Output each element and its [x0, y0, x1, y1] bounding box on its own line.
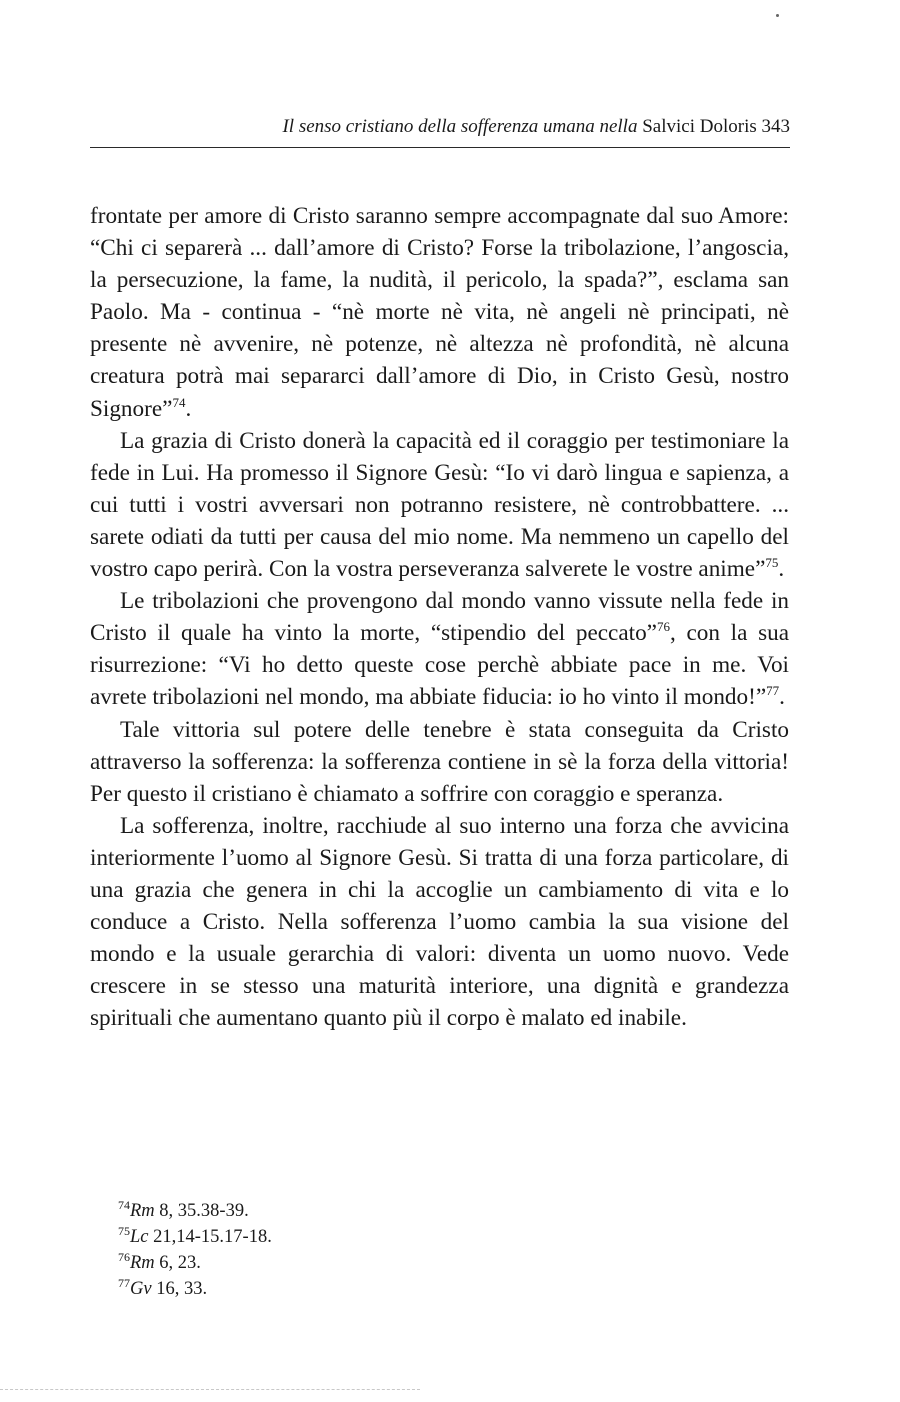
footnote-book: Lc	[130, 1227, 149, 1247]
page-number: 343	[761, 116, 790, 137]
footnote	[118, 1250, 718, 1276]
footnote-ref: 75	[765, 555, 779, 571]
footnote-reference: 8, 35.38-39.	[159, 1201, 249, 1221]
footnote-number: 76	[118, 1250, 130, 1264]
footnote	[118, 1224, 718, 1250]
bottom-scan-edge	[0, 1389, 420, 1390]
footnote-ref: 77	[766, 683, 780, 699]
paragraph	[90, 585, 789, 713]
paragraph	[90, 714, 789, 810]
paragraph-text: , con la sua risurrezione: “Vi ho detto queste cose perchè abbiate pace in me. Voi avrete tribolazioni nel mondo, ma abbiate fiducia: io ho vinto il mondo!”	[90, 620, 790, 711]
paragraph	[90, 200, 789, 425]
footnote-ref: 76	[656, 619, 670, 635]
header-rule	[90, 147, 790, 148]
footnote	[118, 1276, 718, 1302]
body-text	[90, 200, 789, 1034]
paragraph-text: .	[779, 684, 785, 711]
paragraph-text: frontate per amore di Cristo saranno sempre accompagnate dal suo Amore: “Chi ci separerà ... dall’amore di Cristo? Forse la tribolazione, l’angoscia, la persecuzione, la fame, la nudità, il pericolo, la spada?”, esclama san Paolo. Ma - continua - “nè morte nè vita, nè angeli nè principati, nè presente nè avvenire, nè potenze, nè altezza nè profondità, nè alcuna creatura potrà mai separarci dall’amore di Dio, in Cristo Gesù, nostro Signore”	[90, 203, 789, 422]
footnote-reference: 6, 23.	[159, 1253, 201, 1273]
scan-speck	[776, 14, 779, 17]
paragraph	[90, 425, 789, 585]
running-head-title-roman: Salvici Doloris	[642, 116, 757, 137]
paragraph-text: La grazia di Cristo donerà la capacità ed il coraggio per testimoniare la fede in Lui. Ha promesso il Signore Gesù: “Io vi darò lingua e sapienza, a cui tutti i vostri avversari non potranno resistere, nè controbbattere. ... sarete odiati da tutti per causa del mio nome. Ma nemmeno un capello del vostro capo perirà. Con la vostra perseveranza salverete le vostre anime”	[90, 427, 789, 583]
footnote-book: Rm	[130, 1201, 155, 1221]
footnote	[118, 1198, 718, 1224]
paragraph-text: .	[185, 395, 192, 422]
footnotes	[118, 1198, 718, 1302]
paragraph-text: La sofferenza, inoltre, racchiude al suo interno una forza che avvicina interiormente l’uomo al Signore Gesù. Si tratta di una forza particolare, di una grazia che genera in chi la accoglie un cambiamento di vita e lo conduce a Cristo. Nella sofferenza l’uomo cambia la sua visione del mondo e la usuale gerarchia di valori: diventa un uomo nuovo. Vede crescere in se stesso una maturità interiore, una dignità e grandezza spirituali che aumentano quanto più il corpo è malato ed inabile.	[90, 812, 789, 1032]
footnote-number: 77	[118, 1276, 130, 1290]
paragraph-text: Tale vittoria sul potere delle tenebre è stata conseguita da Cristo attraverso la sofferenza: la sofferenza contiene in sè la forza della vittoria! Per questo il cristiano è chiamato a soffrire con coraggio e speranza.	[90, 716, 789, 807]
footnote-number: 74	[118, 1198, 130, 1212]
running-head	[90, 114, 790, 140]
paragraph-text: Le tribolazioni che provengono dal mondo vanno vissute nella fede in Cristo il quale ha vinto la morte, “stipendio del peccato”	[90, 588, 789, 647]
footnote-book: Gv	[130, 1279, 152, 1299]
footnote-reference: 21,14-15.17-18.	[153, 1227, 272, 1247]
running-head-title-italic: Il senso cristiano della sofferenza umana nella	[282, 116, 638, 137]
footnote-number: 75	[118, 1224, 130, 1238]
paragraph-text: .	[778, 556, 785, 583]
footnote-book: Rm	[130, 1253, 155, 1273]
paragraph	[90, 810, 789, 1035]
footnote-ref: 74	[172, 394, 186, 410]
footnote-reference: 16, 33.	[156, 1279, 208, 1299]
